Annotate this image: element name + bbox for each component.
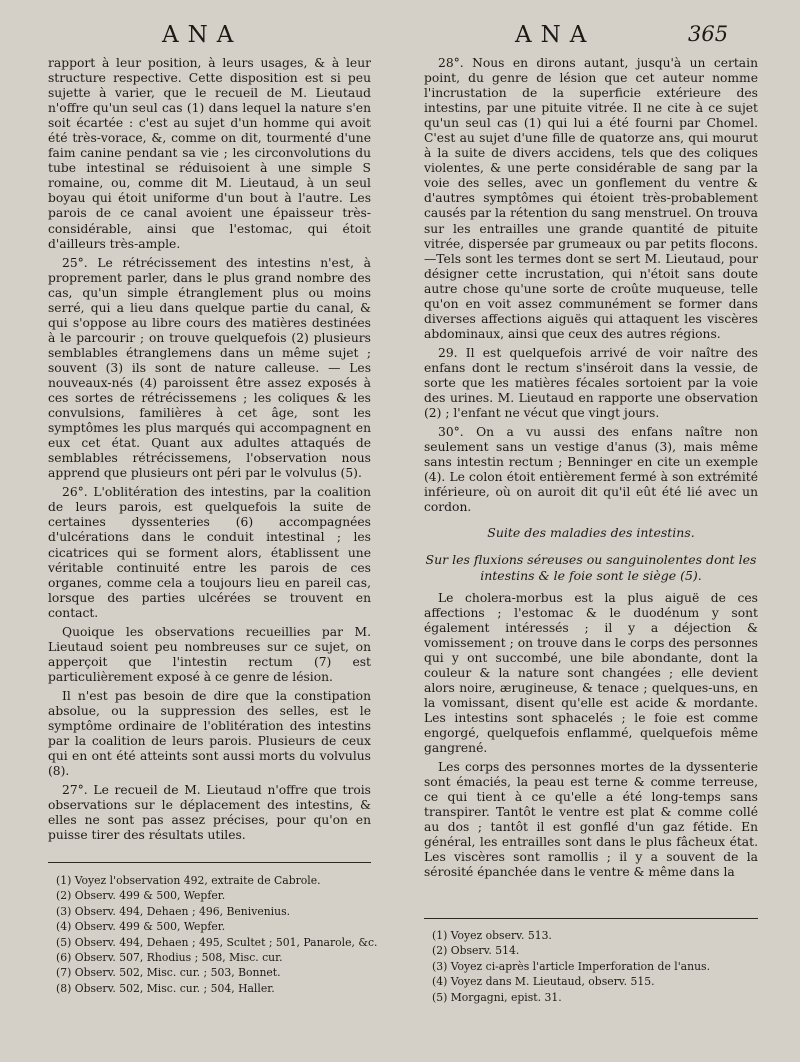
paragraph: 25°. Le rétrécissement des intestins n'est, à proprement parler, dans le plus grand nombre des cas, qu'un simple étranglement plus ou moins serré, qui a lieu dans quelque partie du canal, & qui s'oppose au libre cours des matières destinées à le parcourir ; on trouve quelquefois (2) plusieurs semblables étranglemens dans un même sujet ; souvent (3) ils sont de nature calleuse. — Les nouveaux-nés (4) paroissent être assez exposés à ces sortes de rétrécissemens ; les coliques & les convulsions, familières à cet âge, sont les symptômes les plus marqués qui accompagnent en eux cet état. Quant aux adultes attaqués de semblables rétrécissemens, l'observation nous apprend que plusieurs ont péri par le volvulus (5). <box>48 255 371 481</box>
paragraph: 29. Il est quelquefois arrivé de voir naître des enfans dont le rectum s'inséroit dans la vessie, de sorte que les matières fécales sortoient par la voie des urines. M. Lieutaud en rapporte une observation (2) ; l'enfant ne vécut que vingt jours. <box>424 345 758 421</box>
footnote-rule-right <box>424 918 758 919</box>
footnote: (6) Observ. 507, Rhodius ; 508, Misc. cur. <box>56 951 283 965</box>
footnote: (3) Voyez ci-après l'article Imperforation de l'anus. <box>432 959 711 973</box>
footnote: (5) Morgagni, epist. 31. <box>432 990 562 1004</box>
paragraph: 30°. On a vu aussi des enfans naître non seulement sans un vestige d'anus (3), mais même sans intestin rectum ; Benninger en cite un exemple (4). Le colon étoit entièrement fermé à son extrémité inférieure, où on auroit dit qu'il eût été lié avec un cordon. <box>424 425 758 515</box>
subheading: Sur les fluxions séreuses ou sanguinolentes dont les intestins & le foie sont le siège (5). <box>425 552 757 583</box>
right-footnotes <box>432 928 710 1005</box>
footnote: (2) Observ. 499 & 500, Wepfer. <box>56 889 226 903</box>
paragraph: Quoique les observations recueillies par M. Lieutaud soient peu nombreuses sur ce sujet, on apperçoit que l'intestin rectum (7) est particulièrement exposé à ce genre de lésion. <box>48 624 371 684</box>
footnote: (2) Observ. 514. <box>432 944 520 958</box>
footnote-rule-left <box>48 862 371 863</box>
footnote: (4) Voyez dans M. Lieutaud, observ. 515. <box>432 975 655 989</box>
section-heading: Suite des maladies des intestins. <box>487 525 695 541</box>
paragraph: Il n'est pas besoin de dire que la constipation absolue, ou la suppression des selles, est le symptôme ordinaire de l'oblitération des intestins par la coalition de leurs parois. Plusieurs de ceux qui en ont été atteints sont aussi morts du volvulus (8). <box>48 688 371 779</box>
running-header-left: ANA <box>162 22 243 48</box>
footnote: (8) Observ. 502, Misc. cur. ; 504, Haller. <box>56 981 275 995</box>
page-number: 365 <box>688 22 729 46</box>
paragraph: 26°. L'oblitération des intestins, par la coalition de leurs parois, est quelquefois la suite de certaines dyssenteries (6) accompagnées d'ulcérations dans le conduit intestinal ; les cicatrices qui se forment alors, établissent une véritable continuité entre les parois de ces organes, comme cela a toujours lieu en pareil cas, lorsque des parties ulcérées se trouvent en contact. <box>48 485 371 620</box>
paragraph: 27°. Le recueil de M. Lieutaud n'offre que trois observations sur le déplacement des intestins, & elles ne sont pas assez précises, pour qu'on en puisse tirer des résultats utiles. <box>48 783 371 843</box>
running-header-right: ANA <box>515 22 596 48</box>
footnote: (7) Observ. 502, Misc. cur. ; 503, Bonnet. <box>56 966 281 980</box>
footnote: (1) Voyez observ. 513. <box>432 929 552 942</box>
footnote: (5) Observ. 494, Dehaen ; 495, Scultet ; 501, Panarole, &c. <box>56 935 378 949</box>
footnote: (1) Voyez l'observation 492, extraite de Cabrole. <box>56 874 321 887</box>
left-footnotes <box>56 873 377 996</box>
right-column <box>424 56 758 884</box>
left-column <box>48 56 371 847</box>
paragraph: 28°. Nous en dirons autant, jusqu'à un certain point, du genre de lésion que cet auteur nomme l'incrustation de la superficie extérieure des intestins, par une pituite vitrée. Il ne cite à ce sujet qu'un seul cas (1) qui lui a été fourni par Chomel. C'est au sujet d'une fille de quatorze ans, qui mourut à la suite de divers accidens, tels que des coliques violentes, & une perte considérable de sang par la voie des selles, avec un gonflement du ventre & d'autres symptômes qui étoient très-probablement causés par la rétention du sang menstruel. On trouva sur les entrailles une grande quantité de pituite vitrée, dispersée par grumeaux ou par petits flocons. —Tels sont les termes dont se sert M. Lieutaud, pour désigner cette incrustation, qui n'étoit sans doute autre chose qu'une sorte de croûte muqueuse, telle qu'on en voit assez communément se former dans diverses affections aiguës qui attaquent les viscères abdominaux, ainsi que ceux des autres régions. <box>424 56 758 341</box>
footnote: (3) Observ. 494, Dehaen ; 496, Benivenius. <box>56 904 291 918</box>
paragraph: rapport à leur position, à leurs usages, & à leur structure respective. Cette disposition est si peu sujette à varier, que le recueil de M. Lieutaud n'offre qu'un seul cas (1) dans lequel la nature s'en soit écartée : c'est au sujet d'un homme qui avoit été très-vorace, &, comme on dit, tourmenté d'une faim canine pendant sa vie ; les circonvolutions du tube intestinal se réduisoient à une simple S romaine, ou, comme dit M. Lieutaud, à un seul boyau qui étoit uniforme d'un bout à l'autre. Les parois de ce canal avoient une épaisseur très-considérable, ainsi que l'estomac, qui étoit d'ailleurs très-ample. <box>48 56 371 251</box>
footnote: (4) Observ. 499 & 500, Wepfer. <box>56 920 226 934</box>
paragraph: Le cholera-morbus est la plus aiguë de ces affections ; l'estomac & le duodénum y sont également intéressés ; il y a déjection & vomissement ; on trouve dans le corps des personnes qui y ont succombé, une bile abondante, dont la couleur & la nature sont changées ; elle devient alors noire, ærugineuse, & tenace ; quelques-uns, en la vomissant, disent qu'elle est acide & mordante. Les intestins sont sphacelés ; le foie est comme engorgé, quelquefois enflammé, quelquefois même gangrené. <box>424 590 758 756</box>
paragraph: Les corps des personnes mortes de la dyssenterie sont émaciés, la peau est terne & comme terreuse, ce qui tient à ce qu'elle a été long-temps sans transpirer. Tantôt le ventre est plat & comme collé au dos ; tantôt il est gonflé d'un gaz fétide. En général, les entrailles sont dans le plus fâcheux état. Les viscères sont ramollis ; il y a souvent de la sérosité épanchée dans le ventre & même dans la <box>424 760 758 880</box>
